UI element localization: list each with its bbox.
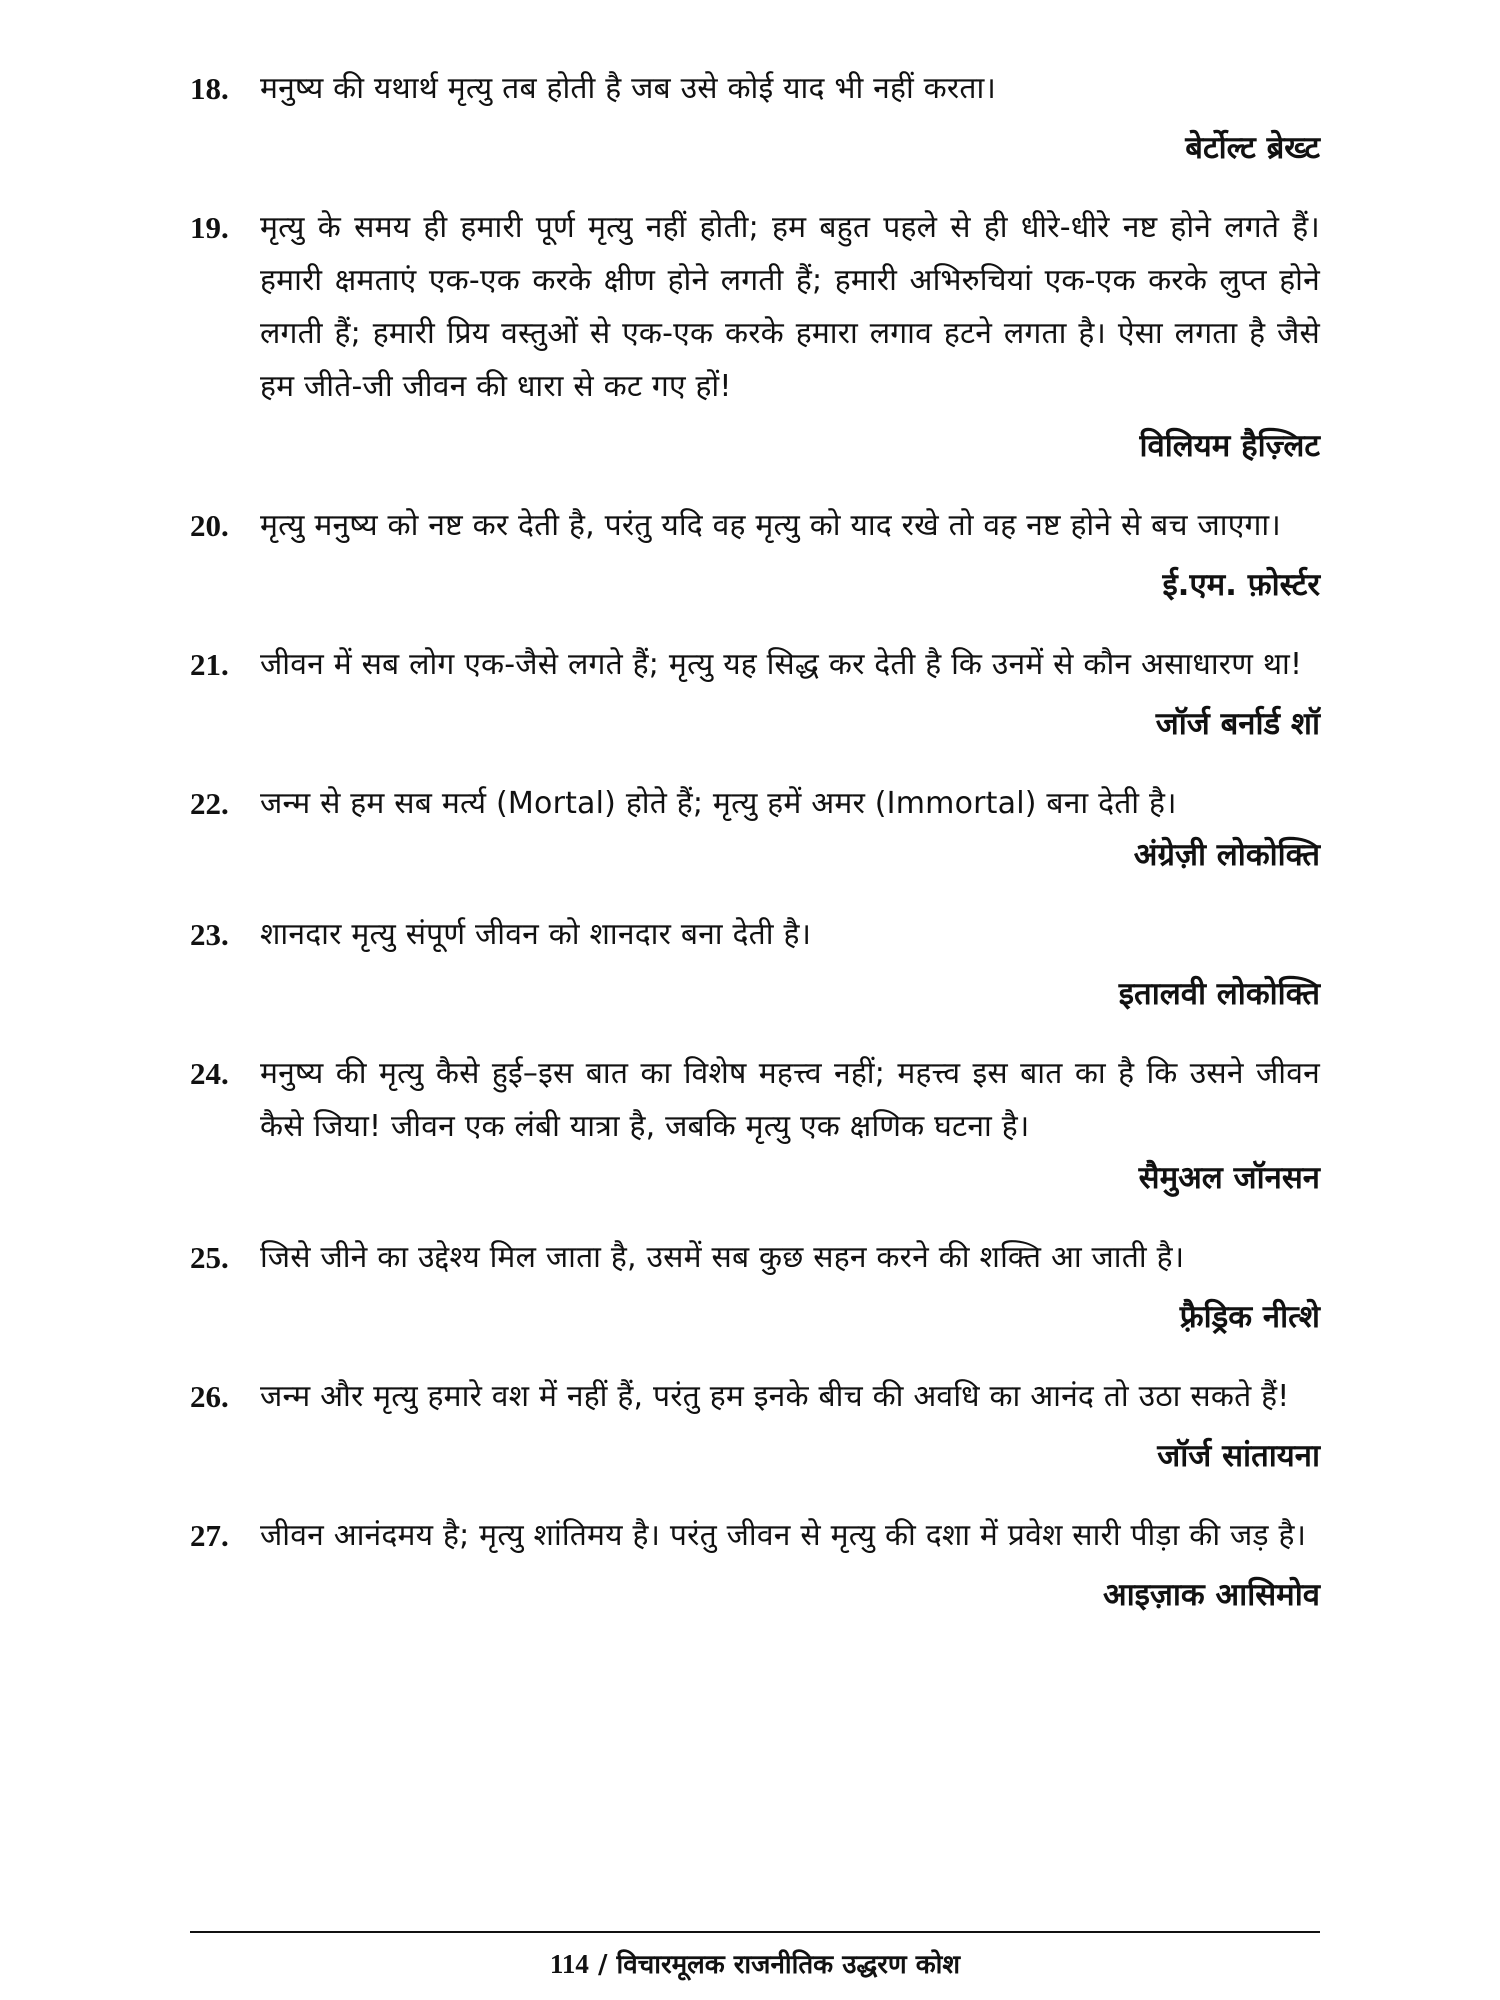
quote-number: 21. xyxy=(190,647,229,682)
quote-23 xyxy=(190,908,1320,1019)
quote-18 xyxy=(190,62,1320,173)
footer-separator: / xyxy=(588,1950,617,1980)
quote-author: आइज़ाक आसिमोव xyxy=(1102,1577,1320,1613)
footer-divider xyxy=(190,1931,1320,1933)
quote-22 xyxy=(190,777,1320,880)
quote-text: जीवन में सब लोग एक-जैसे लगते हैं; मृत्यु यह सिद्ध कर देती है कि उनमें से कौन असाधारण था! xyxy=(260,647,1303,682)
quote-number: 19. xyxy=(190,210,229,245)
quote-24 xyxy=(190,1047,1320,1203)
quote-text: मृत्यु मनुष्य को नष्ट कर देती है, परंतु यदि वह मृत्यु को याद रखे तो वह नष्ट होने से बच जाएगा। xyxy=(260,508,1281,543)
quote-number: 18. xyxy=(190,71,229,106)
page-number: 114 xyxy=(549,1949,589,1979)
quote-26 xyxy=(190,1370,1320,1481)
quote-author: जॉर्ज बर्नार्ड शॉ xyxy=(1155,706,1320,742)
quote-text: मृत्यु के समय ही हमारी पूर्ण मृत्यु नहीं होती; हम बहुत पहले से ही धीरे-धीरे नष्ट होने लगते हैं। हमारी क्षमताएं एक-एक करके क्षीण होने लगती हैं; हमारी अभिरुचियां एक-एक करके लुप्त होने लगती हैं; हमारी प्रिय वस्तुओं से एक-एक करके हमारा लगाव हटने लगता है। ऐसा लगता है जैसे हम जीते-जी जीवन की धारा से कट गए हों! xyxy=(260,210,1320,404)
quote-19 xyxy=(190,201,1320,471)
quote-author: बेर्टोल्ट ब्रेख्ट xyxy=(1185,130,1320,166)
quote-text: मनुष्य की यथार्थ मृत्यु तब होती है जब उसे कोई याद भी नहीं करता। xyxy=(260,71,997,106)
quote-author: विलियम हैज़्लिट xyxy=(1139,428,1320,464)
quote-number: 22. xyxy=(190,786,229,821)
book-title: विचारमूलक राजनीतिक उद्धरण कोश xyxy=(616,1950,961,1980)
page-footer xyxy=(190,1944,1320,1985)
quote-number: 23. xyxy=(190,917,229,952)
quote-25 xyxy=(190,1231,1320,1342)
quote-author: ई.एम. फ़ोर्स्टर xyxy=(1162,567,1320,603)
quote-number: 20. xyxy=(190,508,229,543)
quote-author: इतालवी लोकोक्ति xyxy=(1118,976,1320,1012)
quote-text: जिसे जीने का उद्देश्य मिल जाता है, उसमें सब कुछ सहन करने की शक्ति आ जाती है। xyxy=(260,1240,1185,1275)
quote-text: जन्म और मृत्यु हमारे वश में नहीं हैं, परंतु हम इनके बीच की अवधि का आनंद तो उठा सकते हैं! xyxy=(260,1379,1290,1414)
quote-number: 27. xyxy=(190,1518,229,1553)
quote-list xyxy=(190,62,1320,1648)
quote-author: अंग्रेज़ी लोकोक्ति xyxy=(1133,837,1320,873)
quote-21 xyxy=(190,638,1320,749)
quote-text: शानदार मृत्यु संपूर्ण जीवन को शानदार बना देती है। xyxy=(260,917,812,952)
quote-author: जॉर्ज सांतायना xyxy=(1157,1438,1320,1474)
quote-text: मनुष्य की मृत्यु कैसे हुई–इस बात का विशेष महत्त्व नहीं; महत्त्व इस बात का है कि उसने जीवन कैसे जिया! जीवन एक लंबी यात्रा है, जबकि मृत्यु एक क्षणिक घटना है। xyxy=(260,1056,1320,1144)
quote-number: 26. xyxy=(190,1379,229,1414)
quote-number: 24. xyxy=(190,1056,229,1091)
quote-number: 25. xyxy=(190,1240,229,1275)
quote-text: जीवन आनंदमय है; मृत्यु शांतिमय है। परंतु जीवन से मृत्यु की दशा में प्रवेश सारी पीड़ा की जड़ है। xyxy=(260,1518,1307,1553)
quote-27 xyxy=(190,1509,1320,1620)
quote-author: फ़्रैड्रिक नीत्शे xyxy=(1179,1299,1320,1335)
quote-author: सैमुअल जॉनसन xyxy=(1138,1160,1320,1196)
quote-text: जन्म से हम सब मर्त्य (Mortal) होते हैं; मृत्यु हमें अमर (Immortal) बना देती है। xyxy=(260,786,1177,821)
quote-20 xyxy=(190,499,1320,610)
